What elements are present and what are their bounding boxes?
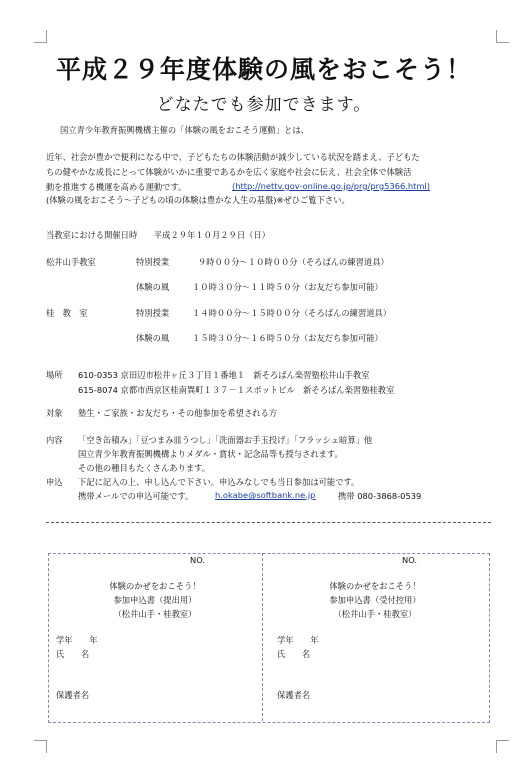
- grade-field[interactable]: 学年 年: [277, 635, 319, 645]
- body-line: ちの健やかな成長にとって体験がいかに重要であるかを広く家庭や社会に伝え、社会全体で体験活: [46, 167, 412, 177]
- session-time: １０時３０分～１１時５０分（お友だち参加可能）: [192, 282, 383, 292]
- phone-number: 携帯 080-3868-0539: [338, 491, 422, 501]
- session-label: 体験の風: [136, 333, 170, 343]
- target-text: 塾生・ご家族・お友だち・その他参加を希望される方: [78, 408, 278, 418]
- body-note: (体験の風をおこそう～子どもの頃の体験は豊かな人生の基盤)※ぜひご覧下さい。: [46, 195, 350, 205]
- session-time: ９時００分～１０時００分（そろばんの練習道具）: [198, 257, 389, 267]
- application-form-box: [48, 553, 490, 723]
- place-line: 615-8074 京都市西京区桂南巽町１３７－１スポットビル 新そろばん楽習塾桂教室: [78, 385, 395, 395]
- session-time: １５時３０分～１６時５０分（お友だち参加可能）: [192, 333, 383, 343]
- guardian-name-field[interactable]: 保護者名: [277, 690, 311, 700]
- name-field[interactable]: 氏 名: [277, 649, 311, 659]
- session-label: 特別授業: [136, 257, 170, 267]
- program-url-link[interactable]: (http://nettv.gov-online.go.jp/prg/prg5366.html): [232, 181, 431, 191]
- intro-text: 国立青少年教育振興機構主催の「体験の風をおこそう運動」とは、: [60, 125, 309, 135]
- place-line: 610-0353 京田辺市松井ヶ丘３丁目１番地１ 新そろばん楽習塾松井山手教室: [78, 370, 370, 380]
- content-line: 「空き缶積み」「豆つまみ皿うつし」「洗面器お手玉投げ」「フラッシュ暗算」他: [78, 435, 373, 445]
- form-title: 体験のかぜをおこそう！: [329, 581, 421, 591]
- cut-line: [46, 522, 491, 523]
- guardian-name-field[interactable]: 保護者名: [56, 690, 90, 700]
- content-label: 内容: [46, 435, 63, 445]
- form-number-label: NO.: [402, 555, 418, 565]
- apply-line: 携帯メールでの申込可能です。: [78, 491, 194, 501]
- form-subtitle: 参加申込書（受付控用）: [329, 595, 421, 605]
- grade-field[interactable]: 学年 年: [56, 635, 98, 645]
- body-line: 近年、社会が豊かで便利になる中で、子どもたちの体験活動が減少している状況を踏まえ、子どもた: [46, 152, 420, 162]
- form-classrooms: （松井山手・桂教室）: [113, 609, 197, 619]
- form-title: 体験のかぜをおこそう！: [109, 581, 201, 591]
- content-line: 国立青少年教育振興機構よりメダル・賞状・記念品等も授与されます。: [78, 449, 343, 459]
- classroom-name: 松井山手教室: [46, 257, 96, 267]
- email-link[interactable]: h.okabe@softbank.ne.jp: [215, 490, 316, 500]
- schedule-date: 当教室における開催日時 平成２９年１０月２９日（日）: [46, 230, 271, 240]
- session-label: 特別授業: [136, 308, 170, 318]
- classroom-name: 桂 教 室: [46, 308, 88, 318]
- content-line: その他の種目もたくさんあります。: [78, 463, 211, 473]
- form-classrooms: （松井山手・桂教室）: [333, 609, 417, 619]
- session-label: 体験の風: [136, 282, 170, 292]
- target-label: 対象: [46, 408, 63, 418]
- page-title: 平成２９年度体験の風をおこそう！: [55, 55, 472, 84]
- body-line: 動を推進する機運を高める運動です。: [46, 182, 187, 192]
- place-label: 場所: [46, 370, 63, 380]
- form-number-label: NO.: [190, 555, 206, 565]
- form-divider: [262, 553, 263, 721]
- name-field[interactable]: 氏 名: [56, 649, 90, 659]
- form-subtitle: 参加申込書（提出用）: [113, 595, 197, 605]
- apply-line: 下記に記入の上、申し込んで下さい。申込みなしでも当日参加は可能です。: [78, 477, 360, 487]
- crop-mark-bottom-right: [496, 740, 509, 753]
- crop-mark-top-left: [34, 30, 47, 43]
- page-subtitle: どなたでも参加できます。: [156, 95, 372, 115]
- session-time: １４時００分～１５時００分（そろばんの練習道具）: [192, 308, 392, 318]
- crop-mark-top-right: [496, 30, 509, 43]
- crop-mark-bottom-left: [34, 740, 47, 753]
- apply-label: 申込: [46, 477, 63, 487]
